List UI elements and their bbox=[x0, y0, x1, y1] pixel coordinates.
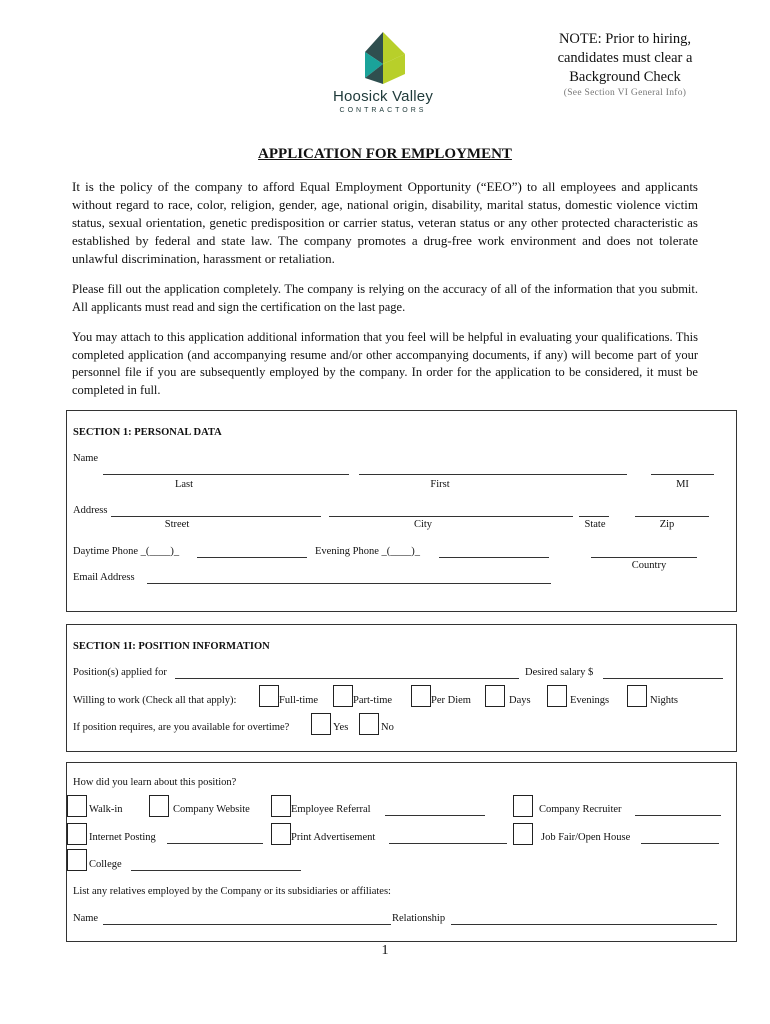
evenings-checkbox[interactable] bbox=[547, 685, 567, 707]
logo-mark-icon bbox=[330, 30, 436, 86]
full-time-checkbox[interactable] bbox=[259, 685, 279, 707]
note-reference: (See Section VI General Info) bbox=[563, 88, 687, 98]
print-advertisement-field[interactable] bbox=[389, 843, 507, 844]
job-fair-checkbox[interactable] bbox=[513, 823, 533, 845]
college-label: College bbox=[89, 859, 122, 870]
overtime-yes-checkbox[interactable] bbox=[311, 713, 331, 735]
email-field[interactable] bbox=[147, 583, 551, 584]
overtime-yes-label: Yes bbox=[333, 722, 349, 733]
state-field[interactable] bbox=[579, 516, 609, 517]
instructions-paragraph: Please fill out the application completely. The company is relying on the accuracy of all of the information that you submit. All applicants must read and sign the certification on the last page. bbox=[72, 282, 698, 314]
relatives-question: List any relatives employed by the Company or its subsidiaries or affiliates: bbox=[73, 886, 391, 897]
last-label: Last bbox=[174, 479, 194, 490]
salary-field[interactable] bbox=[603, 678, 723, 679]
college-checkbox[interactable] bbox=[67, 849, 87, 871]
full-time-label: Full-time bbox=[279, 695, 319, 706]
city-label: City bbox=[413, 519, 433, 530]
nights-label: Nights bbox=[650, 695, 679, 706]
logo-subtitle: CONTRACTORS bbox=[339, 107, 427, 114]
note-line-1: NOTE: Prior to hiring, bbox=[558, 31, 692, 47]
daytime-phone-label: Daytime Phone _(____)_ bbox=[73, 546, 180, 557]
learn-question: How did you learn about this position? bbox=[73, 777, 237, 788]
part-time-checkbox[interactable] bbox=[333, 685, 353, 707]
note-line-3: Background Check bbox=[569, 69, 681, 85]
employee-referral-field[interactable] bbox=[385, 815, 485, 816]
country-label: Country bbox=[631, 560, 667, 571]
job-fair-label: Job Fair/Open House bbox=[541, 832, 631, 843]
name-label: Name bbox=[73, 453, 99, 464]
internet-posting-checkbox[interactable] bbox=[67, 823, 87, 845]
attachments-paragraph: You may attach to this application additional information that you feel will be helpful in evaluating your qualifications. This completed application (and accompanying resume and/or other accompanying documents, if any) will become part of your personnel file if you are subsequently employed by the company. In order for the application to be considered, it must be completed in full. bbox=[72, 330, 698, 397]
country-field[interactable] bbox=[591, 557, 697, 558]
walk-in-checkbox[interactable] bbox=[67, 795, 87, 817]
internet-posting-label: Internet Posting bbox=[89, 832, 156, 843]
zip-label: Zip bbox=[659, 519, 675, 530]
email-label: Email Address bbox=[73, 572, 135, 583]
zip-field[interactable] bbox=[635, 516, 709, 517]
middle-initial-field[interactable] bbox=[651, 474, 714, 475]
section-1-heading: SECTION 1: PERSONAL DATA bbox=[73, 427, 222, 438]
logo-name: Hoosick Valley bbox=[332, 88, 434, 105]
first-name-field[interactable] bbox=[359, 474, 627, 475]
position-label: Position(s) applied for bbox=[73, 667, 167, 678]
college-field[interactable] bbox=[131, 870, 301, 871]
salary-label: Desired salary $ bbox=[525, 667, 594, 678]
eeo-policy-paragraph: It is the policy of the company to afford Equal Employment Opportunity (“EEO”) to all employees and applicants without regard to race, color, religion, gender, age, national origin, disability, marital status, domestic violence victim status, sexual orientation, genetic predisposition or carrier status, veteran status or any other protected characteristic as established by federal and state law. The company promotes a drug-free work environment and does not tolerate unlawful discrimination, harassment or retaliation. bbox=[72, 179, 698, 266]
employee-referral-checkbox[interactable] bbox=[271, 795, 291, 817]
section-referral-source bbox=[66, 762, 737, 942]
company-recruiter-field[interactable] bbox=[635, 815, 721, 816]
background-check-note bbox=[530, 30, 720, 87]
street-field[interactable] bbox=[111, 516, 321, 517]
employee-referral-label: Employee Referral bbox=[291, 804, 371, 815]
company-website-label: Company Website bbox=[173, 804, 250, 815]
daytime-phone-field[interactable] bbox=[197, 557, 307, 558]
job-fair-field[interactable] bbox=[641, 843, 719, 844]
company-recruiter-checkbox[interactable] bbox=[513, 795, 533, 817]
overtime-no-checkbox[interactable] bbox=[359, 713, 379, 735]
page-title: APPLICATION FOR EMPLOYMENT bbox=[258, 146, 512, 162]
first-label: First bbox=[430, 479, 450, 490]
section-position-information bbox=[66, 624, 737, 752]
days-label: Days bbox=[509, 695, 531, 706]
last-name-field[interactable] bbox=[103, 474, 349, 475]
mi-label: MI bbox=[676, 479, 689, 490]
internet-posting-field[interactable] bbox=[167, 843, 263, 844]
page-number: 1 bbox=[381, 943, 389, 958]
per-diem-checkbox[interactable] bbox=[411, 685, 431, 707]
company-recruiter-label: Company Recruiter bbox=[539, 804, 622, 815]
company-website-checkbox[interactable] bbox=[149, 795, 169, 817]
section-personal-data bbox=[66, 410, 737, 612]
city-field[interactable] bbox=[329, 516, 573, 517]
part-time-label: Part-time bbox=[353, 695, 393, 706]
state-label: State bbox=[584, 519, 606, 530]
print-advertisement-checkbox[interactable] bbox=[271, 823, 291, 845]
position-field[interactable] bbox=[175, 678, 519, 679]
walk-in-label: Walk-in bbox=[89, 804, 123, 815]
street-label: Street bbox=[164, 519, 190, 530]
evening-phone-field[interactable] bbox=[439, 557, 549, 558]
relationship-field[interactable] bbox=[451, 924, 717, 925]
relative-name-label: Name bbox=[73, 913, 99, 924]
note-line-2: candidates must clear a bbox=[557, 50, 693, 66]
per-diem-label: Per Diem bbox=[431, 695, 471, 706]
evenings-label: Evenings bbox=[570, 695, 610, 706]
willing-label: Willing to work (Check all that apply): bbox=[73, 695, 237, 706]
address-label: Address bbox=[73, 505, 108, 516]
print-advertisement-label: Print Advertisement bbox=[291, 832, 376, 843]
days-checkbox[interactable] bbox=[485, 685, 505, 707]
overtime-no-label: No bbox=[381, 722, 394, 733]
company-logo bbox=[330, 30, 436, 120]
relationship-label: Relationship bbox=[392, 913, 446, 924]
relative-name-field[interactable] bbox=[103, 924, 391, 925]
evening-phone-label: Evening Phone _(____)_ bbox=[315, 546, 420, 557]
overtime-question: If position requires, are you available for overtime? bbox=[73, 722, 290, 733]
section-2-heading: SECTION 1I: POSITION INFORMATION bbox=[73, 641, 270, 652]
nights-checkbox[interactable] bbox=[627, 685, 647, 707]
